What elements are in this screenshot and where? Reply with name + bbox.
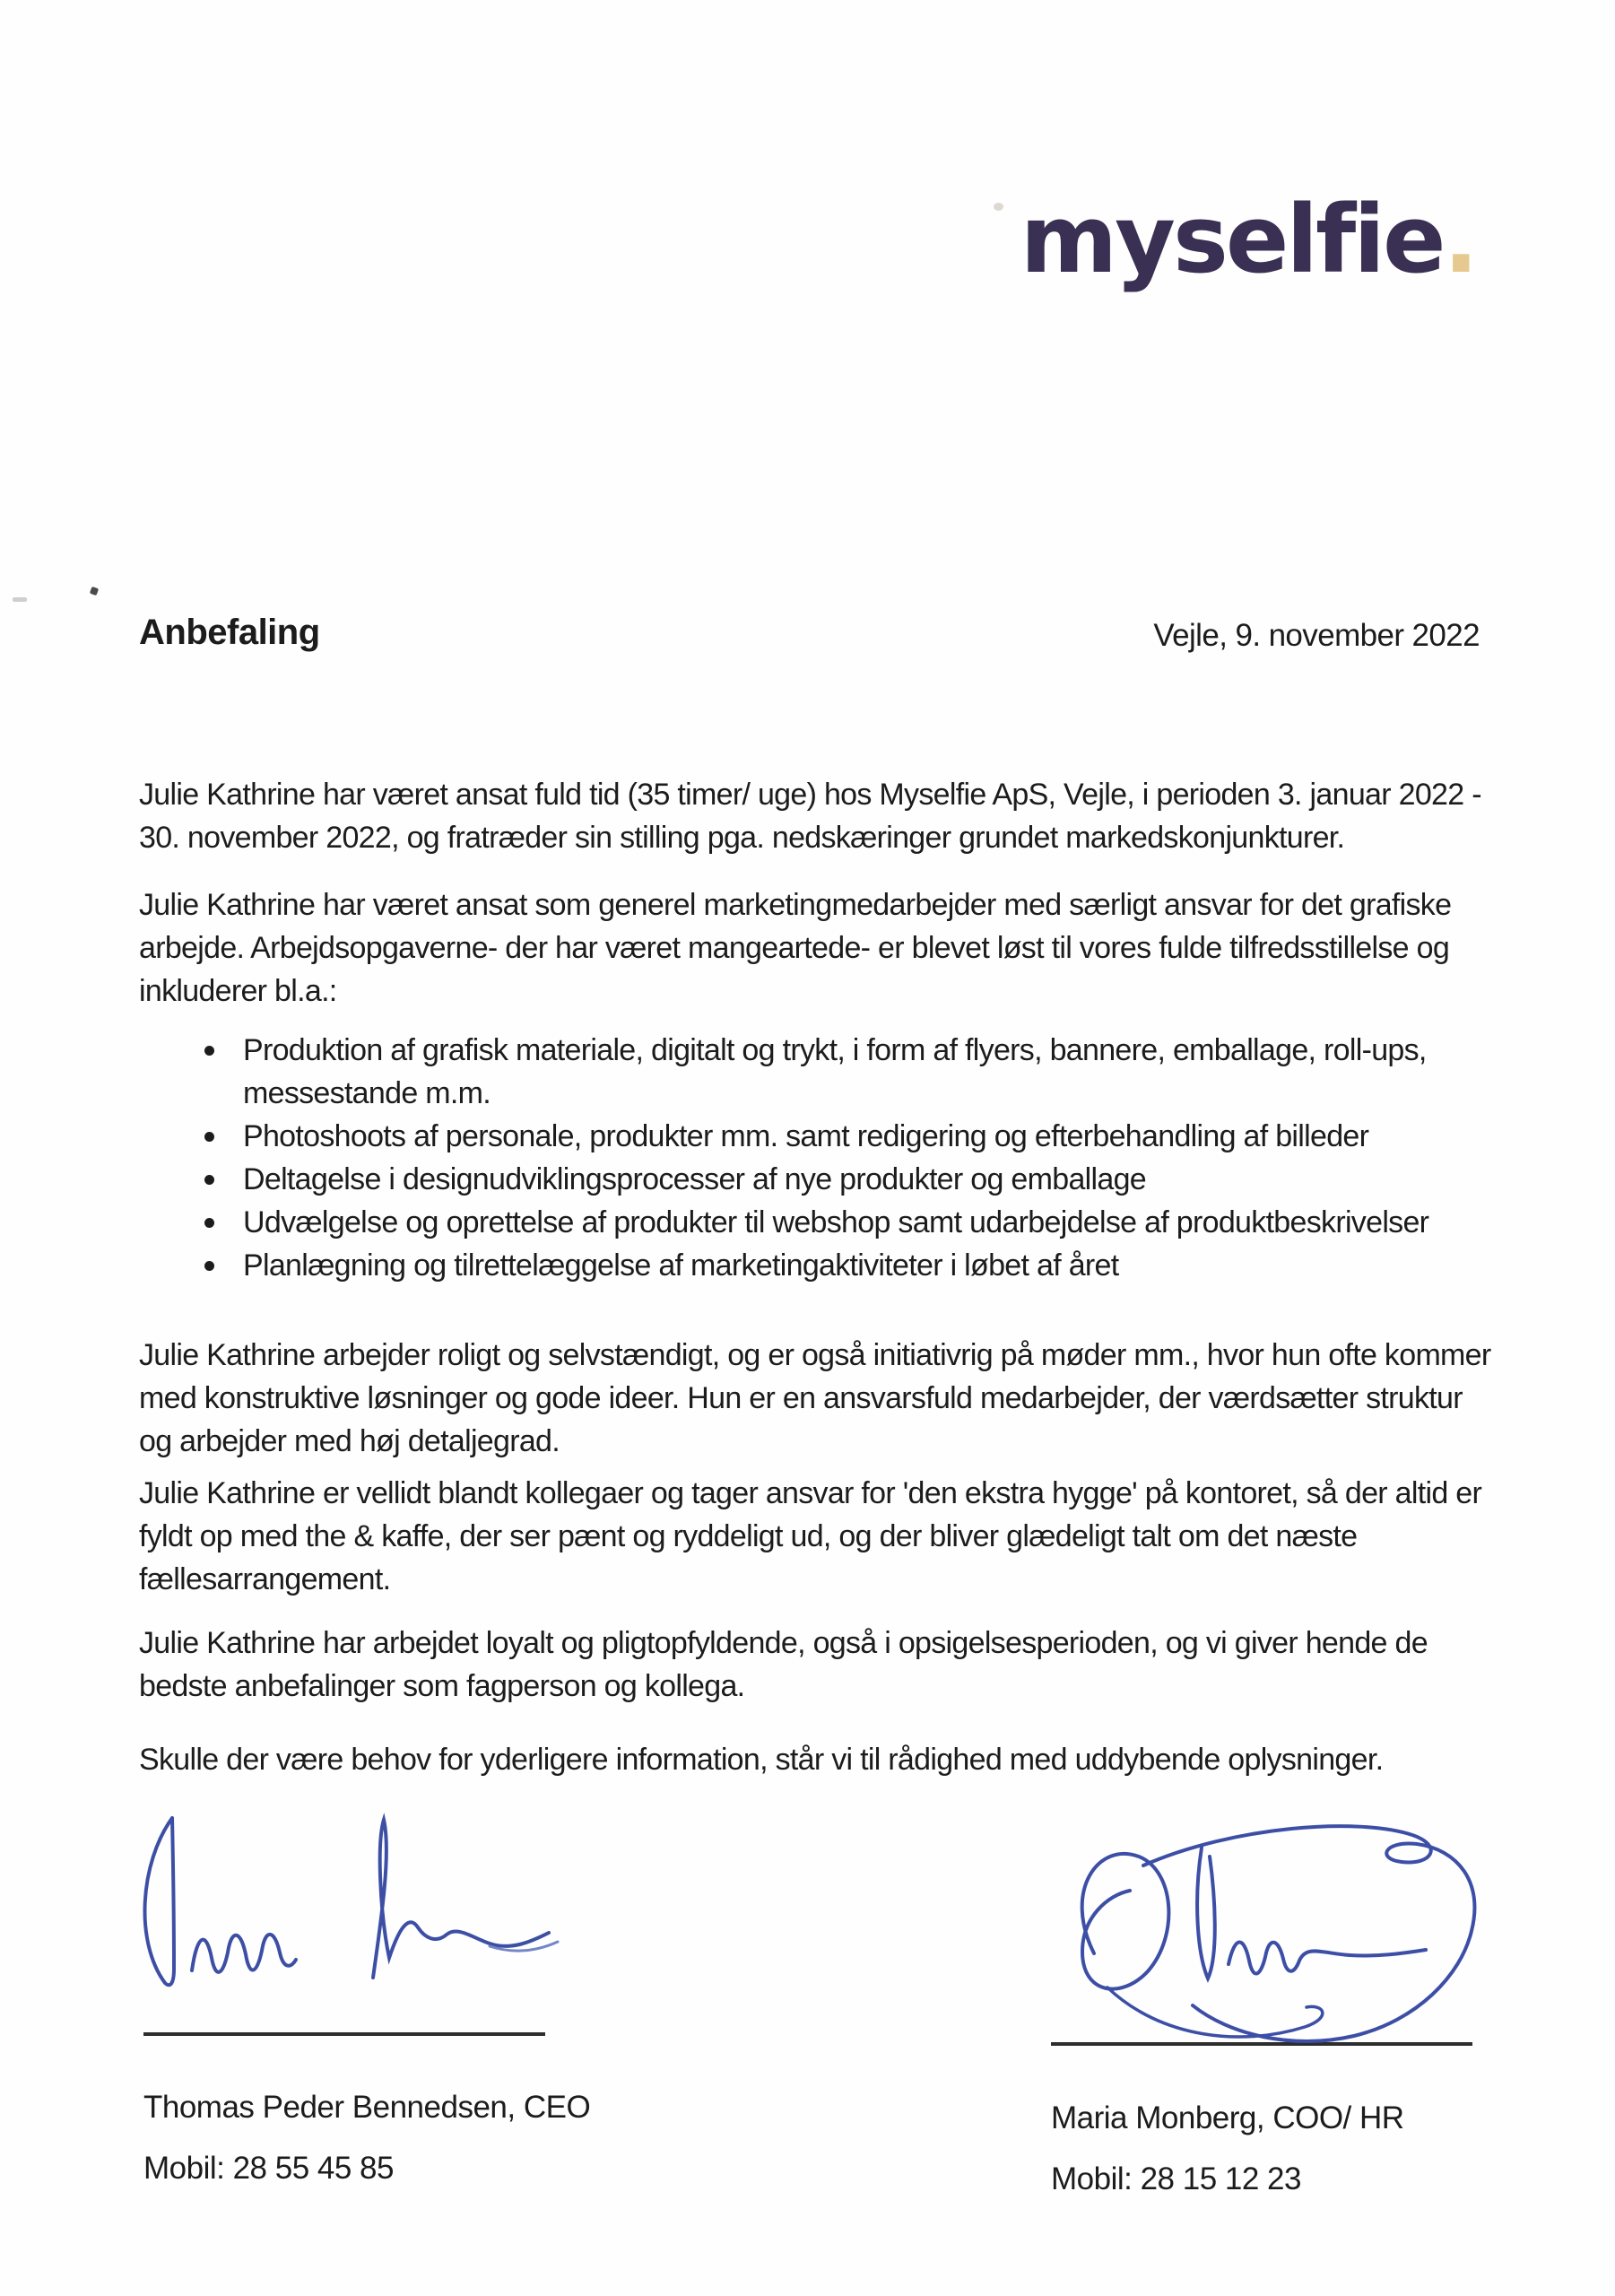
dateline: Vejle, 9. november 2022 bbox=[1153, 618, 1480, 653]
logo-dot-icon: . bbox=[1443, 185, 1479, 294]
myselfie-logo bbox=[1020, 185, 1479, 294]
bullet-item: Planlægning og tilrettelæggelse af marketingaktiviteter i løbet af året bbox=[139, 1244, 1495, 1287]
signatory-name-thomas: Thomas Peder Bennedsen, CEO bbox=[143, 2090, 591, 2125]
paragraph-role: Julie Kathrine har været ansat som generel marketingmedarbejder med særligt ansvar for det grafiske arbejde. Arbejdsopgaverne- der har været mangeartede- er blevet løst til vores fulde tilfredsstillelse og inkluderer bl.a.: bbox=[139, 888, 1452, 1008]
signatory-name-maria: Maria Monberg, COO/ HR bbox=[1051, 2100, 1404, 2135]
paragraph-work-style: Julie Kathrine arbejder roligt og selvstændigt, og er også initiativrig på møder mm., hvor hun ofte kommer med konstruktive løsninger og gode ideer. Hun er en ansvarsfuld medarbejder, der værdsætter struktur og arbejder med høj detaljegrad. bbox=[139, 1338, 1491, 1458]
scan-speck bbox=[90, 587, 99, 596]
signature-line-left bbox=[143, 2032, 545, 2036]
paragraph-social: Julie Kathrine er vellidt blandt kollegaer og tager ansvar for 'den ekstra hygge' på kontoret, så der altid er fyldt op med the & kaffe, der ser pænt og ryddeligt ud, og der bliver glædeligt talt om det næste fællesarrangement. bbox=[139, 1476, 1482, 1596]
bullet-item: Photoshoots af personale, produkter mm. samt redigering og efterbehandling af billeder bbox=[139, 1115, 1495, 1158]
paragraph-recommendation: Julie Kathrine har arbejdet loyalt og pligtopfyldende, også i opsigelsesperioden, og vi giver hende de bedste anbefalinger som fagperson og kollega. bbox=[139, 1626, 1428, 1703]
signature-maria-handwriting bbox=[973, 1810, 1502, 2061]
task-bullet-list bbox=[139, 1029, 1495, 1287]
paragraph-further-info: Skulle der være behov for yderligere information, står vi til rådighed med uddybende oplysninger. bbox=[139, 1743, 1384, 1777]
scan-speck bbox=[994, 203, 1003, 211]
signature-thomas-handwriting bbox=[117, 1807, 565, 2022]
scan-speck bbox=[13, 597, 27, 602]
paragraph-employment-period: Julie Kathrine har været ansat fuld tid (35 timer/ uge) hos Myselfie ApS, Vejle, i perioden 3. januar 2022 - 30. november 2022, og fratræder sin stilling pga. nedskæringer grundet markedskonjunkturer. bbox=[139, 778, 1481, 855]
bullet-item: Produktion af grafisk materiale, digitalt og trykt, i form af flyers, bannere, emballage, roll-ups, messestande m.m. bbox=[139, 1029, 1495, 1115]
bullet-item: Deltagelse i designudviklingsprocesser af nye produkter og emballage bbox=[139, 1158, 1495, 1201]
page-title: Anbefaling bbox=[139, 613, 320, 652]
signatory-mobile-thomas: Mobil: 28 55 45 85 bbox=[143, 2151, 394, 2186]
signatory-mobile-maria: Mobil: 28 15 12 23 bbox=[1051, 2161, 1301, 2196]
letter-body bbox=[139, 773, 1495, 1781]
bullet-item: Udvælgelse og oprettelse af produkter til webshop samt udarbejdelse af produktbeskrivelser bbox=[139, 1201, 1495, 1244]
myselfie-logo-text: myselfie bbox=[1020, 185, 1444, 294]
